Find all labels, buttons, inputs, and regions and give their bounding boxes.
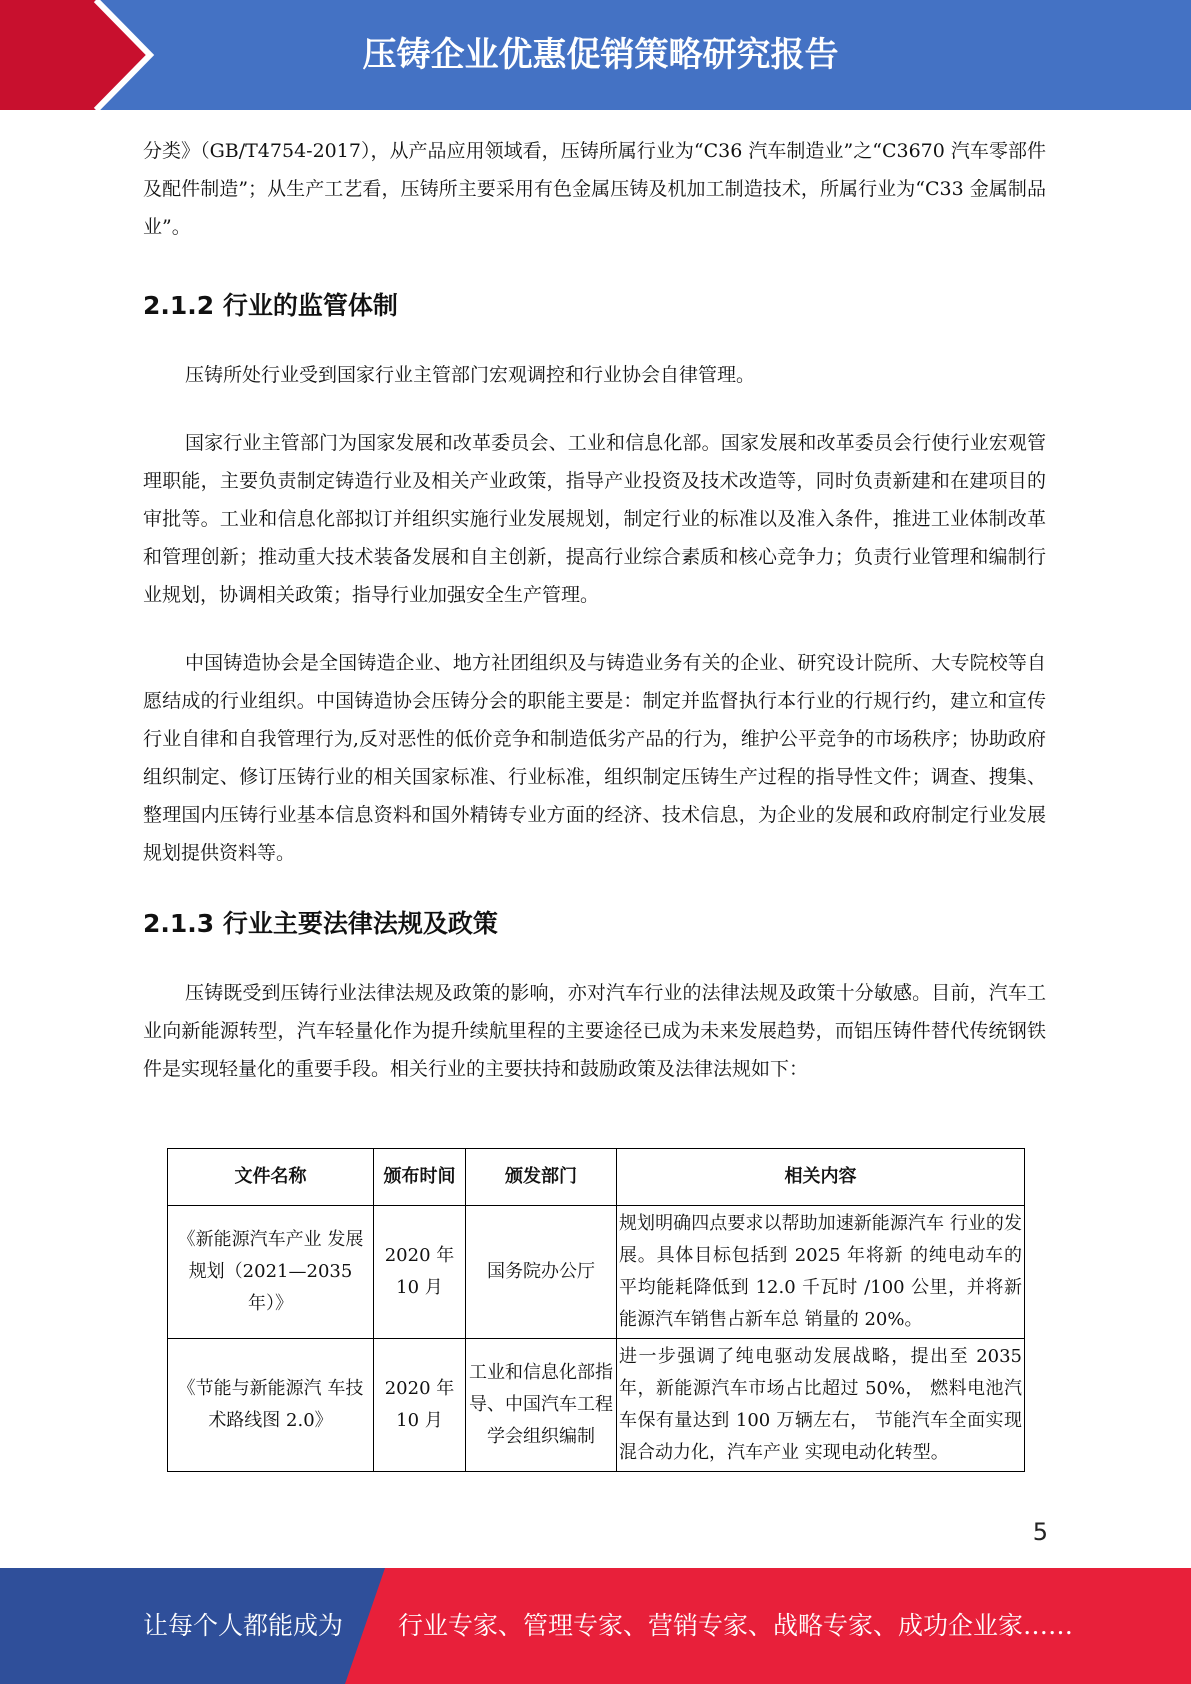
page-header-banner	[0, 0, 1191, 110]
table-header-row	[168, 1149, 1025, 1206]
page-number: 5	[1032, 1518, 1048, 1546]
section-heading-2-1-2: 2.1.2 行业的监管体制	[143, 291, 398, 320]
footer-slogan-right: 行业专家、管理专家、营销专家、战略专家、成功企业家……	[398, 1611, 1074, 1640]
table-cell-content: 进一步强调了纯电驱动发展战略，提出至 2035 年，新能源汽车市场占比超过 50%， 燃料电池汽车保有量达到 100 万辆左右， 节能汽车全面实现混合动力化，汽车产业 实现电动化转型。	[617, 1339, 1025, 1472]
column-header: 相关内容	[617, 1149, 1025, 1206]
table-row	[168, 1339, 1025, 1472]
paragraph: 中国铸造协会是全国铸造企业、地方社团组织及与铸造业务有关的企业、研究设计院所、大专院校等自愿结成的行业组织。中国铸造协会压铸分会的职能主要是：制定并监督执行本行业的行规行约，建立和宣传行业自律和自我管理行为,反对恶性的低价竞争和制造低劣产品的行为，维护公平竞争的市场秩序；协助政府组织制定、修订压铸行业的相关国家标准、行业标准，组织制定压铸生产过程的指导性文件；调查、搜集、整理国内压铸行业基本信息资料和国外精铸专业方面的经济、技术信息，为企业的发展和政府制定行业发展规划提供资料等。	[143, 652, 1046, 864]
table-cell-date: 2020 年 10 月	[374, 1206, 466, 1339]
table-cell-date: 2020 年 10 月	[374, 1339, 466, 1472]
table-row	[168, 1206, 1025, 1339]
table-cell-dept: 国务院办公厅	[466, 1206, 617, 1339]
column-header: 颁布时间	[374, 1149, 466, 1206]
section-heading-2-1-3: 2.1.3 行业主要法律法规及政策	[143, 909, 498, 938]
policy-table	[167, 1148, 1025, 1472]
paragraph: 压铸所处行业受到国家行业主管部门宏观调控和行业协会自律管理。	[185, 364, 756, 386]
table-cell-name: 《节能与新能源汽 车技术路线图 2.0》	[168, 1339, 374, 1472]
document-body	[143, 132, 1046, 1088]
intro-paragraph: 分类》（GB/T4754-2017），从产品应用领域看，压铸所属行业为“C36 汽车制造业”之“C3670 汽车零部件及配件制造”；从生产工艺看，压铸所主要采用有色金属压铸及机加工制造技术，所属行业为“C33 金属制品业”。	[143, 140, 1046, 238]
page-footer-banner	[0, 1568, 1191, 1684]
paragraph: 国家行业主管部门为国家发展和改革委员会、工业和信息化部。国家发展和改革委员会行使行业宏观管理职能，主要负责制定铸造行业及相关产业政策，指导产业投资及技术改造等，同时负责新建和在建项目的审批等。工业和信息化部拟订并组织实施行业发展规划，制定行业的标准以及准入条件，推进工业体制改革和管理创新；推动重大技术装备发展和自主创新，提高行业综合素质和核心竞争力；负责行业管理和编制行业规划，协调相关政策；指导行业加强安全生产管理。	[143, 432, 1046, 606]
column-header: 颁发部门	[466, 1149, 617, 1206]
report-title: 压铸企业优惠促销策略研究报告	[362, 35, 839, 75]
table-cell-content: 规划明确四点要求以帮助加速新能源汽车 行业的发展。具体目标包括到 2025 年将新 的纯电动车的平均能耗降低到 12.0 千瓦时 /100 公里，并将新能源汽车销售占新车总 销量的 20%。	[617, 1206, 1025, 1339]
policy-table-container	[160, 1140, 1040, 1480]
table-cell-name: 《新能源汽车产业 发展规划（2021—2035 年）》	[168, 1206, 374, 1339]
paragraph: 压铸既受到压铸行业法律法规及政策的影响，亦对汽车行业的法律法规及政策十分敏感。目前，汽车工业向新能源转型，汽车轻量化作为提升续航里程的主要途径已成为未来发展趋势，而铝压铸件替代传统钢铁件是实现轻量化的重要手段。相关行业的主要扶持和鼓励政策及法律法规如下：	[143, 982, 1046, 1080]
footer-slogan-left: 让每个人都能成为	[143, 1611, 344, 1640]
column-header: 文件名称	[168, 1149, 374, 1206]
table-cell-dept: 工业和信息化部指导、中国汽车工程学会组织编制	[466, 1339, 617, 1472]
